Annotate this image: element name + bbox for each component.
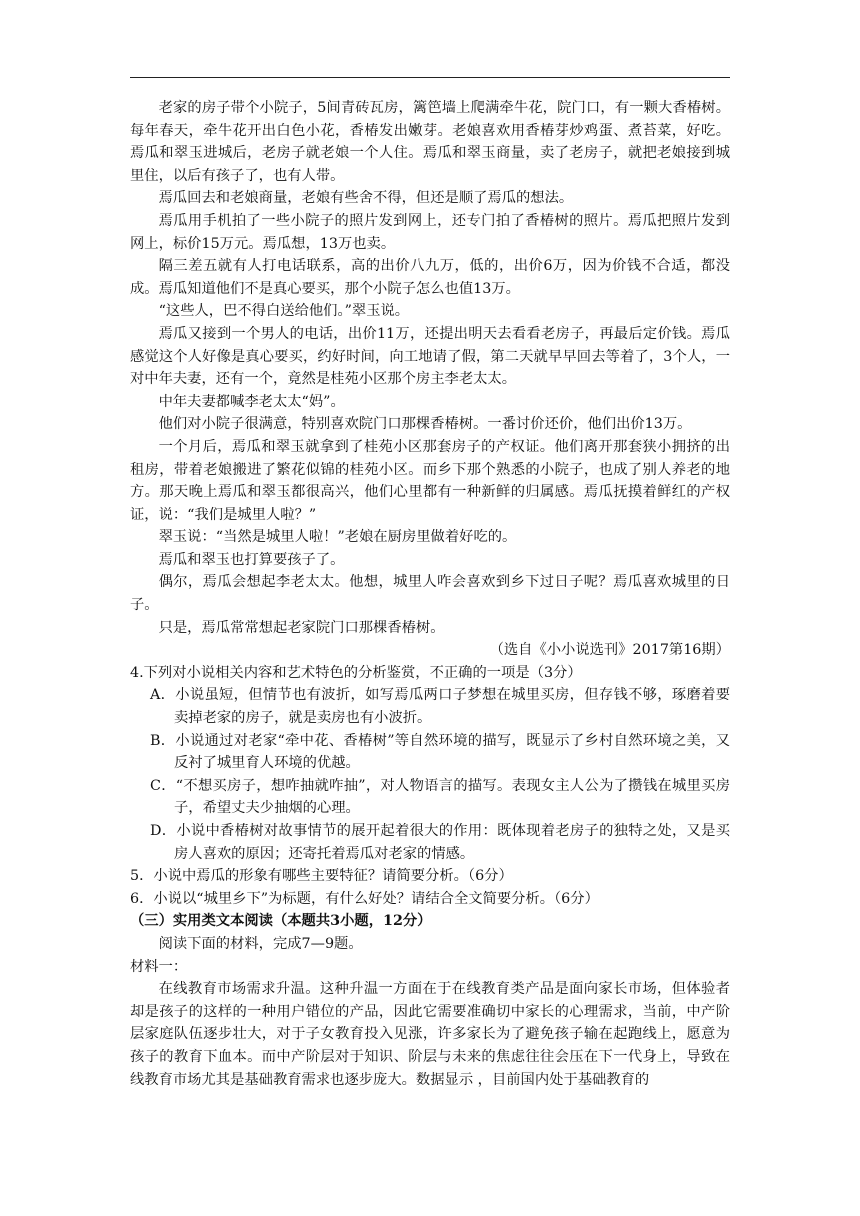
story-paragraph-12: 偶尔，焉瓜会想起李老太太。他想，城里人咋会喜欢到乡下过日子呢？焉瓜喜欢城里的日子。 — [130, 574, 730, 614]
story-paragraph-4: 隔三差五就有人打电话联系，高的出价八九万，低的，出价6万，因为价钱不合适，都没成。焉瓜知道他们不是真心要买，那个小院子怎么也值13万。 — [130, 258, 730, 297]
story-paragraph-6: 焉瓜又接到一个男人的电话，出价11万，还提出明天去看看老房子，再最后定价钱。焉瓜感觉这个人好像是真心要买，约好时间，向工地请了假，第二天就早早回去等着了，3个人，一对中年夫妻，还有一个，竟然是桂苑小区那个房主李老太太。 — [130, 325, 730, 388]
story-paragraph-2: 焉瓜回去和老娘商量，老娘有些舍不得，但还是顺了焉瓜的想法。 — [158, 190, 574, 207]
story-paragraph-1: 老家的房子带个小院子，5间青砖瓦房，篱笆墙上爬满牵牛花，院门口，有一颗大香椿树。每年春天，牵牛花开出白色小花，香椿发出嫩芽。老娘喜欢用香椿芽炒鸡蛋、煮苔菜，好吃。焉瓜和翠玉进城后，老房子就老娘一个人住。焉瓜和翠玉商量，卖了老房子，就把老娘接到城里住，以后有孩子了，也有人带。 — [130, 100, 730, 184]
question-4-option-c: C．“不想买房子，想咋抽就咋抽”，对人物语言的描写。表现女主人公为了攒钱在城里买房子，希望丈夫少抽烟的心理。 — [150, 777, 730, 817]
story-paragraph-13: 只是，焉瓜常常想起老家院门口那棵香椿树。 — [158, 619, 445, 636]
material-1-text: 在线教育市场需求升温。这种升温一方面在于在线教育类产品是面向家长市场，但体验者却是孩子的这样的一种用户错位的产品，因此它需要准确切中家长的心理需求，当前，中产阶层家庭队伍逐步壮大，对于子女教育投入见涨，许多家长为了避免孩子输在起跑线上，愿意为孩子的教育下血本。而中产阶层对于知识、阶层与未来的焦虑往往会压在下一代身上，导致在线教育市场尤其是基础教育需求也逐步庞大。数据显示 ，目前国内处于基础教育的 — [130, 981, 730, 1088]
story-paragraph-9: 一个月后，焉瓜和翠玉就拿到了桂苑小区那套房子的产权证。他们离开那套狭小拥挤的出租房，带着老娘搬进了繁花似锦的桂苑小区。而乡下那个熟悉的小院子，也成了别人养老的地方。那天晚上焉瓜和翠玉都很高兴，他们心里都有一种新鲜的归属感。焉瓜抚摸着鲜红的产权证，说：“我们是城里人啦？” — [130, 438, 730, 523]
header-rule — [130, 77, 730, 78]
question-4-option-a: A．小说虽短，但情节也有波折，如写焉瓜两口子梦想在城里买房，但存钱不够，琢磨着要卖掉老家的房子，就是卖房也有小波折。 — [150, 687, 730, 727]
story-paragraph-10: 翠玉说：“当然是城里人啦！”老娘在厨房里做着好吃的。 — [158, 529, 517, 546]
source-citation: （选自《小小说选刊》2017第16期） — [489, 642, 730, 659]
question-4-option-b: B．小说通过对老家“牵中花、香椿树”等自然环境的描写，既显示了乡村自然环境之美，又反衬了城里育人环境的优越。 — [150, 732, 730, 772]
story-paragraph-8: 他们对小院子很满意，特别喜欢院门口那棵香椿树。一番讨价还价，他们出价13万。 — [158, 416, 692, 433]
section-3-instruction: 阅读下面的材料，完成7—9题。 — [158, 935, 363, 952]
story-paragraph-3: 焉瓜用手机拍了一些小院子的照片发到网上，还专门拍了香椿树的照片。焉瓜把照片发到网上，标价15万元。焉瓜想，13万也卖。 — [130, 212, 730, 252]
question-6: 6．小说以“城里乡下”为标题，有什么好处？请结合全文简要分析。（6分） — [130, 890, 599, 907]
question-5: 5．小说中焉瓜的形象有哪些主要特征？请简要分析。（6分） — [130, 868, 513, 885]
question-4-option-d: D．小说中香椿树对故事情节的展开起着很大的作用：既体现着老房子的独特之处，又是买房人喜欢的原因；还寄托着焉瓜对老家的情感。 — [150, 823, 730, 862]
story-paragraph-5: “这些人，巴不得白送给他们。”翠玉说。 — [158, 303, 410, 320]
question-4-stem: 4.下列对小说相关内容和艺术特色的分析鉴赏，不正确的一项是（3分） — [130, 664, 582, 681]
story-paragraph-7: 中年夫妻都喊李老太太“妈”。 — [158, 393, 345, 410]
story-paragraph-11: 焉瓜和翠玉也打算要孩子了。 — [158, 551, 345, 568]
material-1-label: 材料一： — [130, 958, 188, 975]
page-content — [130, 97, 730, 1091]
section-3-title: （三）实用类文本阅读（本题共3小题，12分） — [130, 913, 432, 930]
